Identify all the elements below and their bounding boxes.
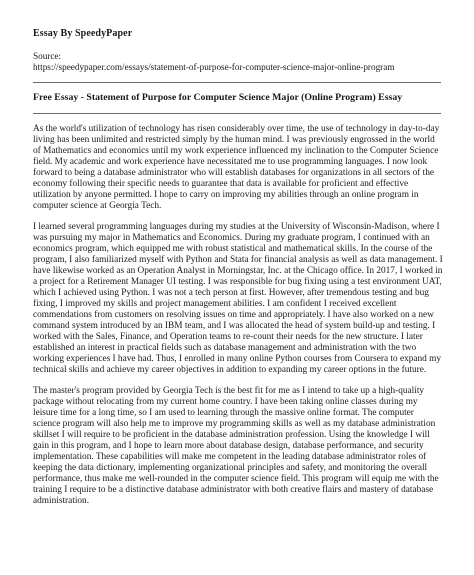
source-label: Source:: [33, 51, 62, 61]
site-header-title: Essay By SpeedyPaper: [33, 28, 133, 39]
title-divider-bottom: [33, 113, 441, 114]
title-divider-top: [33, 82, 441, 83]
essay-body: [33, 124, 443, 517]
essay-paragraph-2: I learned several programming languages during my studies at the University of Wisconsin-Madison, where I was pursuing my major in Mathematics and Economics. During my graduate program, I continued with an economics program, which equipped me with robust statistical and mathematical skills. In the course of the program, I also familiarized myself with Python and Stata for financial analysis as well as data management. I have likewise worked as an Operation Analyst in Morningstar, Inc. at the Chicago office. In 2017, I worked in a project for a Retirement Manager UI testing. I was responsible for bug fixing using a test environment UAT, which I achieved using Python. I was not a tech person at first. However, after tremendous testing and bug fixing, I improved my skills and project management abilities. I am confident I received excellent commendations from customers on resolving issues on time and appropriately. I have also worked on a new command system introduced by an IBM team, and I was allocated the head of system build-up and testing. I worked with the Sales, Finance, and Operation teams to re-count their needs for the new structure. I later established an interest in practical fields such as database management and administration with the two working experiences I have had. Thus, I enrolled in many online Python courses from Coursera to expand my technical skills and achieve my career objectives in addition to expanding my career options in the future.: [33, 222, 443, 375]
essay-paragraph-1: As the world's utilization of technology has risen considerably over time, the use of technology in day-to-day living has been unlimited and restricted simply by the human mind. I was previously engrossed in the world of Mathematics and economics until my work experience influenced my inclination to the Computer Science field. My academic and work experience have necessitated me to use programming languages. I now look forward to being a database administrator who will establish databases for organizations in all sectors of the economy following their specific needs to guarantee that data is available for proficient and effective utilization by anyone permitted. I hope to carry on improving my abilities through an online program in computer science at Georgia Tech.: [33, 124, 440, 211]
essay-paragraph-3: The master's program provided by Georgia Tech is the best fit for me as I intend to take up a high-quality package without relocating from my current home country. I have been taking online classes during my leisure time for a long time, so I am used to learning through the massive online format. The computer science program will also help me to improve my programming skills as well as my database administration skillset I will require to be proficient in the database administration profession. Using the knowledge I will gain in this program, and I hope to learn more about database design, database performance, and security implementation. These capabilities will make me competent in the leading database administrator roles of keeping the data dictionary, implementing organizational principles and safety, and monitoring the overall performance, thus make me well-rounded in the computer science field. This program will equip me with the training I require to be a distinctive database administrator with both creative flairs and mastery of database administration.: [33, 386, 439, 506]
essay-title: Free Essay - Statement of Purpose for Computer Science Major (Online Program) Essay: [33, 92, 403, 103]
source-url: https://speedypaper.com/essays/statement-of-purpose-for-computer-science-major-online-program: [33, 62, 395, 72]
